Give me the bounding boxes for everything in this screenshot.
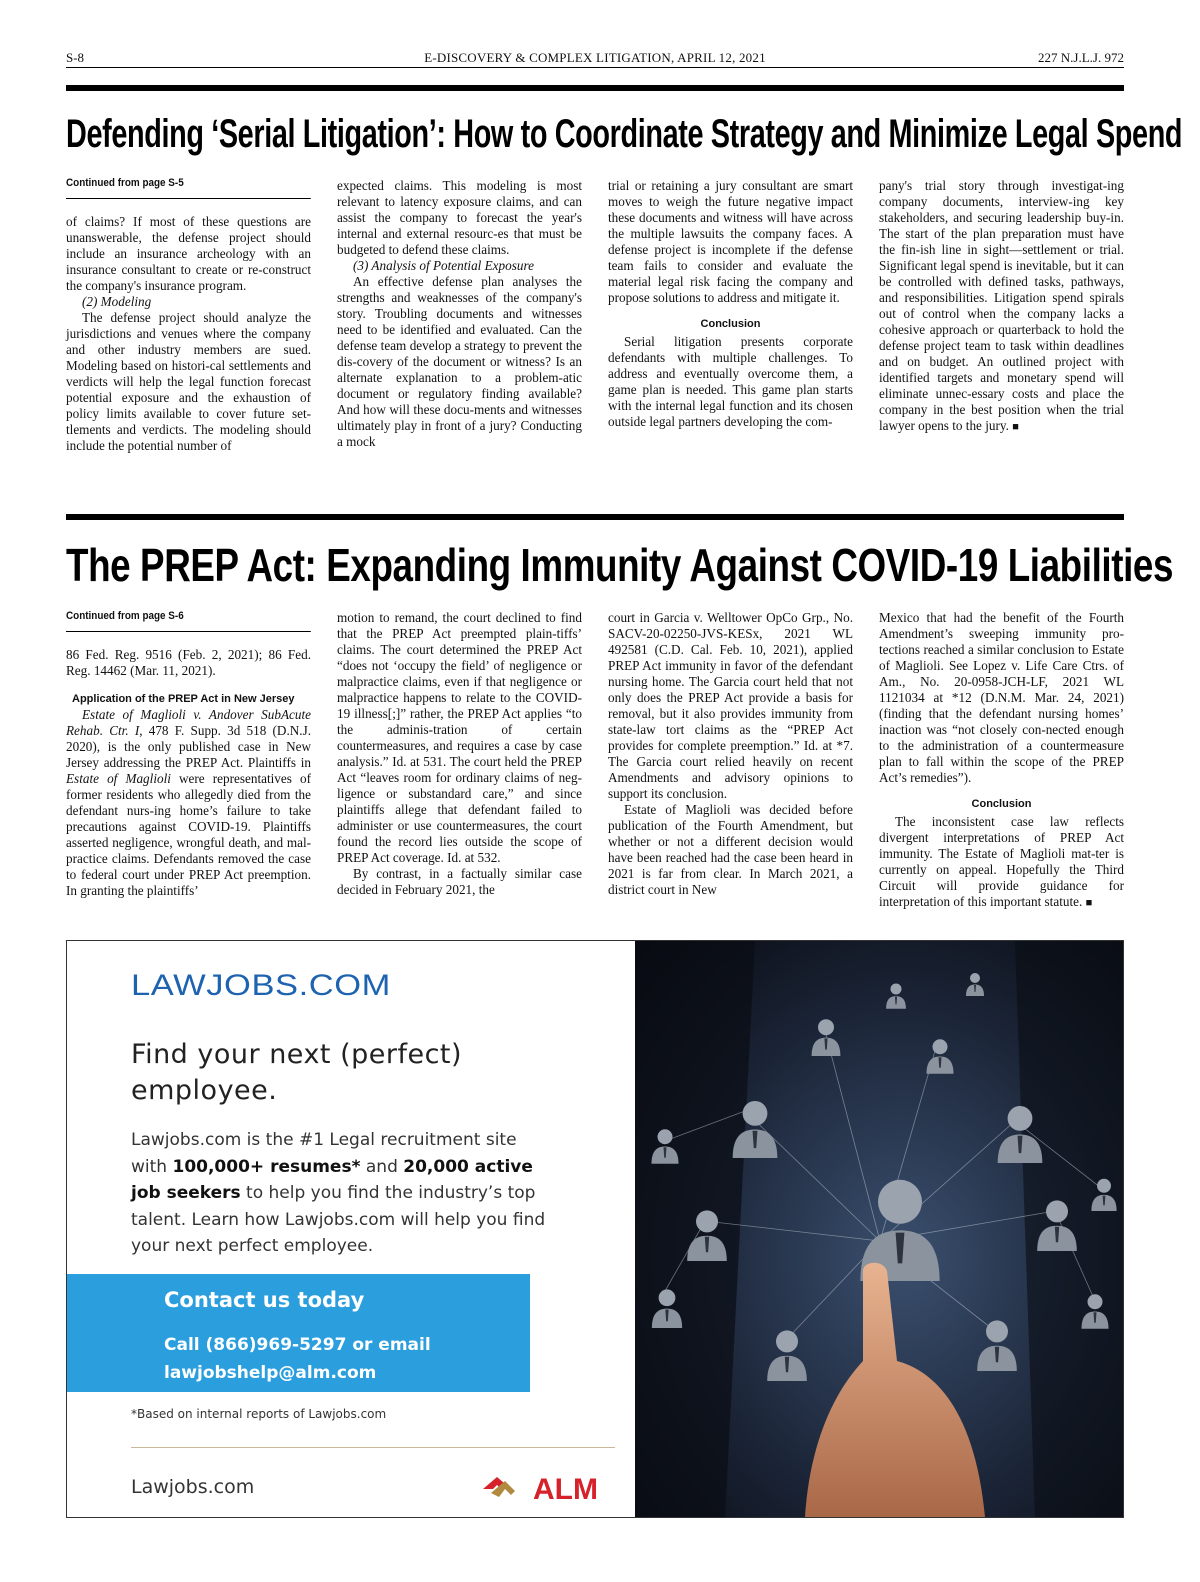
paragraph: By contrast, in a factually similar case decided in February 2021, the — [337, 866, 582, 897]
conclusion-heading: Conclusion — [700, 318, 761, 330]
paragraph: pany's trial story through investigat-ing company documents, interview-ing key stakeholders, and securing leadership buy-in. The start of the plan preparation must have the fin-ish line in sight—settlement or trial. Significant legal spend is inevitable, but it can be controlled with defined tasks, pathways, and responsibilities. Litigation spend spirals out of control when the company lacks a cohesive approach or quarterback to hold the defense project team to task within deadlines and on budget. An outlined project with identified targets and monetary spend will eliminate unnec-essary costs and place the company in the best position when the trial lawyer opens to the jury. ■ — [879, 178, 1124, 433]
paragraph: An effective defense plan analyses the strengths and weaknesses of the company's story. Troubling documents and witnesses need to be identified and evaluated. Can the defense team develop a strategy to prevent the dis-covery of the document or witness? Is an alternate explanation to a problem-atic document or regulatory finding available? And how will these docu-ments and witnesses ultimately play in front of a jury? Conducting a mock — [337, 274, 582, 449]
article2-col4 — [879, 610, 1124, 911]
lawjobs-logo[interactable]: LAWJOBS.COM — [131, 969, 391, 1002]
paragraph: 86 Fed. Reg. 9516 (Feb. 2, 2021); 86 Fed. Reg. 14462 (Mar. 11, 2021). — [66, 647, 311, 678]
continued-label: Continued from page S-5 — [66, 176, 311, 199]
paragraph: trial or retaining a jury consultant are smart moves to weigh the future negative impact these documents and witness will have across the multiple lawsuits the company faces. A defense project is incomplete if the defense team fails to consider and evaluate the material legal risk facing the company and propose solutions to address and mitigate it. — [608, 178, 853, 305]
article1-col1 — [66, 176, 311, 454]
ad-photo-network-people — [635, 941, 1123, 1517]
alm-wordmark: ALM — [533, 1473, 598, 1505]
end-mark: ■ — [1085, 897, 1093, 909]
paragraph: court in Garcia v. Welltower OpCo Grp., No. SACV-20-02250-JVS-KESx, 2021 WL 492581 (C.D. Cal. Feb. 10, 2021), applied PREP Act immunity in favor of the defendant nursing home. The Garcia court held that not only does the PREP Act provide a basis for removal, but it also provides immunity from state-law tort claims as the “PREP Act provides for complete preemption.” Id. at *7. The Garcia court relied heavily on recent Amendments and advisory opinions to support its conclusion. — [608, 610, 853, 801]
lawjobs-advertisement[interactable] — [66, 940, 1124, 1518]
continued-label: Continued from page S-6 — [66, 609, 311, 632]
conclusion-heading: Conclusion — [971, 798, 1032, 810]
ad-headline: Find your next (perfect) employee. — [131, 1039, 463, 1106]
article1-col4 — [879, 178, 1124, 435]
subheading: (3) Analysis of Potential Exposure — [353, 258, 534, 273]
citation: 227 N.J.L.J. 972 — [1038, 50, 1124, 65]
contact-phone[interactable]: Call (866)969-5297 or email — [164, 1335, 431, 1355]
end-mark: ■ — [1012, 421, 1019, 433]
ad-divider — [131, 1447, 615, 1448]
paragraph: Estate of Maglioli v. Andover SubAcute Rehab. Ctr. I, 478 F. Supp. 3d 518 (D.N.J. 2020), is the only published case in New Jersey addressing the PREP Act. Plaintiffs in Estate of Maglioli were representatives of former residents who allegedly died from the defendant nurs-ing home’s failure to take precautions against COVID-19. Plaintiffs asserted negligence, wrongful death, and mal-practice claims. Defendants removed the case to federal court under PREP Act preemption. In granting the plaintiffs’ — [66, 707, 311, 898]
ad-footnote: *Based on internal reports of Lawjobs.com — [131, 1407, 387, 1421]
paragraph: The defense project should analyze the jurisdictions and venues where the company and other industry members are sued. Modeling based on histori-cal settlements and verdicts will help the legal function forecast potential exposure and the exhaustion of policy limits available to cover future set-tlements and verdicts. The modeling should include the potential number of — [66, 310, 311, 453]
contact-details[interactable] — [164, 1331, 431, 1387]
page-number: S-8 — [66, 50, 85, 65]
article2-top-rule — [66, 514, 1124, 520]
page-header — [66, 48, 1124, 68]
article2-col1 — [66, 609, 311, 899]
paragraph: The inconsistent case law reflects divergent interpretations of PREP Act immunity. The Estate of Maglioli mat-ter is currently on appeal. Hopefully the Third Circuit will provide guidance for interpretation of this important statute. ■ — [879, 814, 1124, 909]
paragraph: expected claims. This modeling is most relevant to latency exposure claims, and can assist the company to forecast the year's internal and external resourc-es that must be budgeted to defend these claims. — [337, 178, 582, 257]
article1-col2 — [337, 178, 582, 450]
site-link[interactable]: Lawjobs.com — [131, 1476, 255, 1498]
paragraph: motion to remand, the court declined to find that the PREP Act preempted plain-tiffs’ claims. The court determined the PREP Act “does not ‘occupy the field’ of negligence or malpractice claims, even if that negligence or malpractice happens to relate to the COVID-19 illness[;]” rather, the PREP Act applies “to the adminis-tration of certain countermeasures, and requires a case by case analysis.” Id. at 531. The court held the PREP Act “leaves room for ordinary claims of neg-ligence or substandard care,” and since plaintiffs allege that defendant failed to administer or use countermeasures, the court found the record lies outside the scope of PREP Act coverage. Id. at 532. — [337, 610, 582, 865]
article1-headline: Defending ‘Serial Litigation’: How to Coordinate Strategy and Minimize Legal Spend — [66, 112, 1183, 156]
alm-logo — [481, 1469, 621, 1505]
article1-col3 — [608, 178, 853, 430]
header-rule — [66, 67, 1124, 68]
ad-text-panel — [67, 941, 635, 1517]
subheading: Application of the PREP Act in New Jersey — [72, 693, 295, 705]
ad-body: Lawjobs.com is the #1 Legal recruitment site with 100,000+ resumes* and 20,000 active job seekers to help you find the industry’s top talent. Learn how Lawjobs.com will help you find your next perfect employee. — [131, 1130, 546, 1256]
article1-top-rule — [66, 85, 1124, 91]
paragraph: Serial litigation presents corporate defendants with multiple challenges. To address and eventually overcome them, a game plan is needed. This game plan starts with the internal legal function and its chosen outside legal partners developing the com- — [608, 334, 853, 429]
contact-email[interactable]: lawjobshelp@alm.com — [164, 1363, 377, 1383]
paragraph: Mexico that had the benefit of the Fourth Amendment’s sweeping immunity pro-tections reached a similar conclusion to Estate of Maglioli. See Lopez v. Life Care Ctrs. of Am., No. 20-0958-JCH-LF, 2021 WL 1121034 at *12 (D.N.M. Mar. 24, 2021) (finding that the defendant nursing homes’ inaction was “not closely con-nected enough to the administration of a countermeasure plan to fall within the scope of the PREP Act’s remedies”). — [879, 610, 1124, 785]
article2-col2 — [337, 610, 582, 898]
contact-box[interactable] — [67, 1274, 530, 1392]
subheading: (2) Modeling — [82, 294, 152, 309]
article2-col3 — [608, 610, 853, 898]
contact-title: Contact us today — [164, 1288, 365, 1312]
article2-headline: The PREP Act: Expanding Immunity Against COVID-19 Liabilities — [66, 539, 1174, 591]
paragraph: of claims? If most of these questions are unanswerable, the defense project should include an insurance archeology with an insurance consultant to create or re-construct the company's insurance program. — [66, 214, 311, 293]
section-title: E-DISCOVERY & COMPLEX LITIGATION, APRIL 12, 2021 — [424, 50, 766, 65]
paragraph: Estate of Maglioli was decided before publication of the Fourth Amendment, but whether or not a different decision would have been reached had the case been heard in 2021 is far from clear. In March 2021, a district court in New — [608, 802, 853, 897]
